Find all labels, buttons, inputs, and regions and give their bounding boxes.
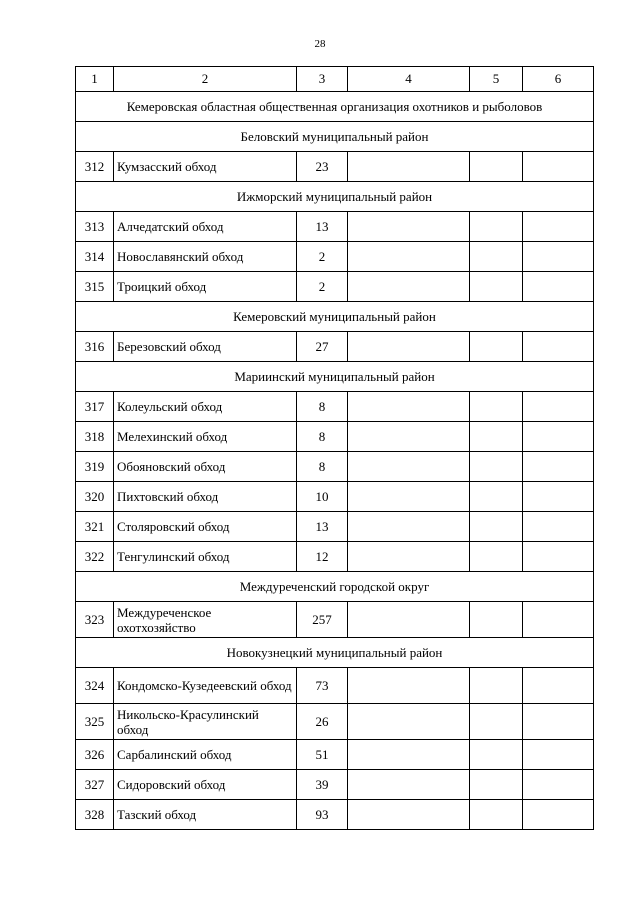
- column-header: 6: [523, 67, 594, 92]
- hunting-grounds-table: [75, 66, 594, 830]
- table-row: [76, 452, 594, 482]
- group-title: Ижморский муниципальный район: [76, 182, 594, 212]
- group-title: Новокузнецкий муниципальный район: [76, 638, 594, 668]
- row-quantity: 2: [297, 242, 348, 272]
- empty-cell: [348, 602, 470, 638]
- row-quantity: 13: [297, 212, 348, 242]
- empty-cell: [470, 512, 523, 542]
- empty-cell: [523, 512, 594, 542]
- empty-cell: [348, 212, 470, 242]
- empty-cell: [470, 272, 523, 302]
- row-name: Троицкий обход: [114, 272, 297, 302]
- empty-cell: [523, 602, 594, 638]
- empty-cell: [348, 242, 470, 272]
- row-name: Обояновский обход: [114, 452, 297, 482]
- row-number: 319: [76, 452, 114, 482]
- row-number: 318: [76, 422, 114, 452]
- empty-cell: [470, 542, 523, 572]
- group-row: [76, 362, 594, 392]
- row-name: Кумзасский обход: [114, 152, 297, 182]
- empty-cell: [523, 332, 594, 362]
- row-name: Сидоровский обход: [114, 770, 297, 800]
- row-number: 313: [76, 212, 114, 242]
- row-quantity: 73: [297, 668, 348, 704]
- row-number: 323: [76, 602, 114, 638]
- empty-cell: [348, 422, 470, 452]
- row-quantity: 27: [297, 332, 348, 362]
- empty-cell: [348, 152, 470, 182]
- row-quantity: 13: [297, 512, 348, 542]
- row-name: Столяровский обход: [114, 512, 297, 542]
- empty-cell: [523, 740, 594, 770]
- row-number: 317: [76, 392, 114, 422]
- empty-cell: [523, 212, 594, 242]
- empty-cell: [348, 668, 470, 704]
- column-header: 2: [114, 67, 297, 92]
- group-title: Междуреченский городской округ: [76, 572, 594, 602]
- row-number: 320: [76, 482, 114, 512]
- table-row: [76, 512, 594, 542]
- row-name: Колеульский обход: [114, 392, 297, 422]
- row-name: Тенгулинский обход: [114, 542, 297, 572]
- empty-cell: [523, 482, 594, 512]
- empty-cell: [470, 332, 523, 362]
- group-title: Беловский муниципальный район: [76, 122, 594, 152]
- table-row: [76, 272, 594, 302]
- empty-cell: [523, 704, 594, 740]
- empty-cell: [348, 332, 470, 362]
- table-row: [76, 152, 594, 182]
- table-row: [76, 392, 594, 422]
- row-number: 328: [76, 800, 114, 830]
- table-row: [76, 242, 594, 272]
- empty-cell: [470, 392, 523, 422]
- empty-cell: [470, 152, 523, 182]
- empty-cell: [523, 152, 594, 182]
- row-quantity: 93: [297, 800, 348, 830]
- row-quantity: 8: [297, 422, 348, 452]
- empty-cell: [348, 392, 470, 422]
- empty-cell: [348, 740, 470, 770]
- row-quantity: 51: [297, 740, 348, 770]
- empty-cell: [523, 668, 594, 704]
- empty-cell: [348, 512, 470, 542]
- empty-cell: [523, 272, 594, 302]
- row-name: Никольско-Красулинский обход: [114, 704, 297, 740]
- empty-cell: [470, 482, 523, 512]
- row-number: 322: [76, 542, 114, 572]
- empty-cell: [348, 482, 470, 512]
- table-row: [76, 740, 594, 770]
- table-row: [76, 482, 594, 512]
- empty-cell: [348, 452, 470, 482]
- row-name: Междуреченское охотхозяйство: [114, 602, 297, 638]
- empty-cell: [523, 542, 594, 572]
- column-header-row: [76, 67, 594, 92]
- organization-row: [76, 92, 594, 122]
- table-row: [76, 212, 594, 242]
- row-number: 327: [76, 770, 114, 800]
- row-number: 321: [76, 512, 114, 542]
- empty-cell: [470, 800, 523, 830]
- empty-cell: [470, 668, 523, 704]
- row-quantity: 8: [297, 392, 348, 422]
- row-number: 314: [76, 242, 114, 272]
- empty-cell: [523, 800, 594, 830]
- empty-cell: [523, 452, 594, 482]
- group-title: Кемеровский муниципальный район: [76, 302, 594, 332]
- empty-cell: [348, 770, 470, 800]
- empty-cell: [523, 392, 594, 422]
- empty-cell: [348, 272, 470, 302]
- organization-title: Кемеровская областная общественная организация охотников и рыболовов: [76, 92, 594, 122]
- table-row: [76, 602, 594, 638]
- row-quantity: 8: [297, 452, 348, 482]
- row-number: 326: [76, 740, 114, 770]
- empty-cell: [348, 800, 470, 830]
- table-row: [76, 704, 594, 740]
- row-name: Березовский обход: [114, 332, 297, 362]
- group-row: [76, 302, 594, 332]
- row-name: Пихтовский обход: [114, 482, 297, 512]
- empty-cell: [348, 542, 470, 572]
- column-header: 4: [348, 67, 470, 92]
- empty-cell: [470, 704, 523, 740]
- empty-cell: [523, 242, 594, 272]
- table-row: [76, 770, 594, 800]
- row-quantity: 257: [297, 602, 348, 638]
- row-number: 324: [76, 668, 114, 704]
- row-name: Алчедатский обход: [114, 212, 297, 242]
- column-header: 3: [297, 67, 348, 92]
- group-row: [76, 638, 594, 668]
- table-row: [76, 422, 594, 452]
- row-name: Мелехинский обход: [114, 422, 297, 452]
- row-quantity: 2: [297, 272, 348, 302]
- group-title: Мариинский муниципальный район: [76, 362, 594, 392]
- row-quantity: 10: [297, 482, 348, 512]
- empty-cell: [470, 740, 523, 770]
- group-row: [76, 122, 594, 152]
- table-row: [76, 542, 594, 572]
- row-name: Новославянский обход: [114, 242, 297, 272]
- empty-cell: [523, 770, 594, 800]
- table-row: [76, 668, 594, 704]
- row-quantity: 12: [297, 542, 348, 572]
- empty-cell: [470, 602, 523, 638]
- table-row: [76, 332, 594, 362]
- empty-cell: [523, 422, 594, 452]
- group-row: [76, 182, 594, 212]
- row-name: Кондомско-Кузедеевский обход: [114, 668, 297, 704]
- page-number: 28: [314, 38, 326, 50]
- row-quantity: 39: [297, 770, 348, 800]
- row-number: 325: [76, 704, 114, 740]
- empty-cell: [470, 212, 523, 242]
- empty-cell: [348, 704, 470, 740]
- row-quantity: 23: [297, 152, 348, 182]
- row-quantity: 26: [297, 704, 348, 740]
- column-header: 5: [470, 67, 523, 92]
- empty-cell: [470, 242, 523, 272]
- empty-cell: [470, 452, 523, 482]
- column-header: 1: [76, 67, 114, 92]
- row-number: 315: [76, 272, 114, 302]
- row-number: 312: [76, 152, 114, 182]
- empty-cell: [470, 770, 523, 800]
- empty-cell: [470, 422, 523, 452]
- row-name: Сарбалинский обход: [114, 740, 297, 770]
- row-name: Тазский обход: [114, 800, 297, 830]
- table-row: [76, 800, 594, 830]
- row-number: 316: [76, 332, 114, 362]
- group-row: [76, 572, 594, 602]
